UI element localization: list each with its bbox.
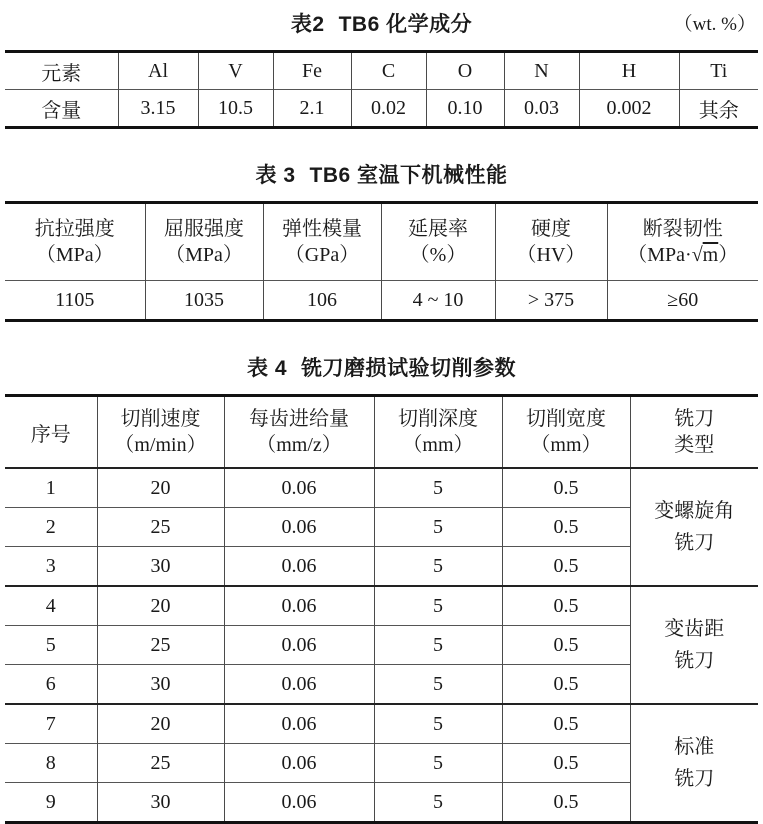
table-cell: > 375 [495, 281, 607, 321]
table-cell: 5 [374, 783, 502, 823]
header-cell: Ti [679, 52, 758, 90]
table3-caption-title: TB6 室温下机械性能 [309, 164, 508, 187]
table-cell: 0.06 [224, 586, 374, 626]
table3-caption-label: 表 3 [255, 164, 296, 187]
header-cell: V [198, 52, 273, 90]
table-cell: 5 [374, 626, 502, 665]
header-cell: O [426, 52, 504, 90]
table-row [5, 586, 758, 626]
table-cell: 0.06 [224, 626, 374, 665]
table-cell: 4 [5, 586, 97, 626]
table-cell: 0.5 [502, 783, 630, 823]
table-cell: 1105 [5, 281, 145, 321]
table2-caption-label: 表2 [290, 13, 325, 36]
table3-value-row [5, 281, 758, 321]
table-cell: 30 [97, 547, 224, 587]
header-cell-fracture-toughness: 断裂韧性 （MPa·√m） [607, 203, 758, 281]
table-cell: 8 [5, 744, 97, 783]
table-cell: 5 [374, 508, 502, 547]
table-cell: 3.15 [118, 90, 198, 128]
table4-caption-label: 表 4 [246, 357, 287, 380]
table-cell: 0.06 [224, 468, 374, 508]
table-row [5, 468, 758, 508]
table-cell: 30 [97, 783, 224, 823]
table-cell: 0.06 [224, 547, 374, 587]
header-cell: 弹性模量 （GPa） [263, 203, 381, 281]
table-cell: 25 [97, 626, 224, 665]
table2-value-row [5, 90, 758, 128]
cutter-type-group-cell: 变齿距 铣刀 [630, 586, 758, 704]
header-cell: 元素 [5, 52, 118, 90]
table-cell: 0.5 [502, 626, 630, 665]
header-cell: 切削宽度 （mm） [502, 396, 630, 469]
table-cell: 0.5 [502, 665, 630, 705]
table3-mechanical-properties [5, 201, 758, 322]
table-cell: 含量 [5, 90, 118, 128]
header-cell: C [351, 52, 426, 90]
header-cell: N [504, 52, 579, 90]
table-cell: 106 [263, 281, 381, 321]
table2-chemical-composition [5, 50, 758, 129]
cutter-type-group-cell: 变螺旋角 铣刀 [630, 468, 758, 586]
table-cell: 其余 [679, 90, 758, 128]
table4-caption [5, 354, 758, 384]
table-cell: 0.06 [224, 744, 374, 783]
table-cell: 0.5 [502, 586, 630, 626]
table-row [5, 704, 758, 744]
header-cell: 屈服强度 （MPa） [145, 203, 263, 281]
table-cell: 2 [5, 508, 97, 547]
table-cell: 0.06 [224, 508, 374, 547]
sqrt-radicand: m [702, 244, 719, 266]
table-cell: 0.5 [502, 508, 630, 547]
header-cell: 每齿进给量 （mm/z） [224, 396, 374, 469]
header-cell: 序号 [5, 396, 97, 469]
table-cell: 0.06 [224, 665, 374, 705]
table-cell: 9 [5, 783, 97, 823]
table-cell: 7 [5, 704, 97, 744]
table-cell: 25 [97, 508, 224, 547]
table-cell: 0.02 [351, 90, 426, 128]
header-cell: H [579, 52, 679, 90]
table-cell: 20 [97, 586, 224, 626]
header-cell: Al [118, 52, 198, 90]
table-cell: 20 [97, 704, 224, 744]
table-cell: 0.5 [502, 704, 630, 744]
table-cell: 4 ~ 10 [381, 281, 495, 321]
table-cell: 5 [374, 586, 502, 626]
table-cell: 0.002 [579, 90, 679, 128]
table-cell: 5 [374, 547, 502, 587]
table-cell: 5 [374, 468, 502, 508]
table3-caption [5, 161, 758, 191]
table2-caption-unit: （wt. %） [673, 14, 756, 35]
table-cell: 0.06 [224, 704, 374, 744]
table-cell: 25 [97, 744, 224, 783]
table-cell: 2.1 [273, 90, 351, 128]
table-cell: 1 [5, 468, 97, 508]
header-cell: 切削速度 （m/min） [97, 396, 224, 469]
table-cell: 6 [5, 665, 97, 705]
header-cell: 延展率 （%） [381, 203, 495, 281]
table-cell: 0.10 [426, 90, 504, 128]
table2-caption [5, 10, 758, 40]
table2-caption-title: TB6 化学成分 [338, 13, 473, 36]
table-cell: 0.03 [504, 90, 579, 128]
table4-caption-title: 铣刀磨损试验切削参数 [301, 357, 516, 380]
table-cell: 5 [5, 626, 97, 665]
table3-header-row [5, 203, 758, 281]
header-cell: 抗拉强度 （MPa） [5, 203, 145, 281]
table-cell: 5 [374, 744, 502, 783]
table-cell: 0.5 [502, 547, 630, 587]
table-cell: 0.5 [502, 744, 630, 783]
header-cell: 铣刀 类型 [630, 396, 758, 469]
table-cell: 0.06 [224, 783, 374, 823]
table4-cutting-parameters [5, 394, 758, 824]
table-cell: 1035 [145, 281, 263, 321]
table-cell: 5 [374, 665, 502, 705]
table-cell: ≥60 [607, 281, 758, 321]
header-cell: 硬度 （HV） [495, 203, 607, 281]
table2-header-row [5, 52, 758, 90]
table4-header-row [5, 396, 758, 469]
table-cell: 5 [374, 704, 502, 744]
table-cell: 0.5 [502, 468, 630, 508]
table-cell: 30 [97, 665, 224, 705]
header-cell: Fe [273, 52, 351, 90]
table-cell: 10.5 [198, 90, 273, 128]
table-cell: 3 [5, 547, 97, 587]
cutter-type-group-cell: 标准 铣刀 [630, 704, 758, 823]
table-cell: 20 [97, 468, 224, 508]
header-cell: 切削深度 （mm） [374, 396, 502, 469]
